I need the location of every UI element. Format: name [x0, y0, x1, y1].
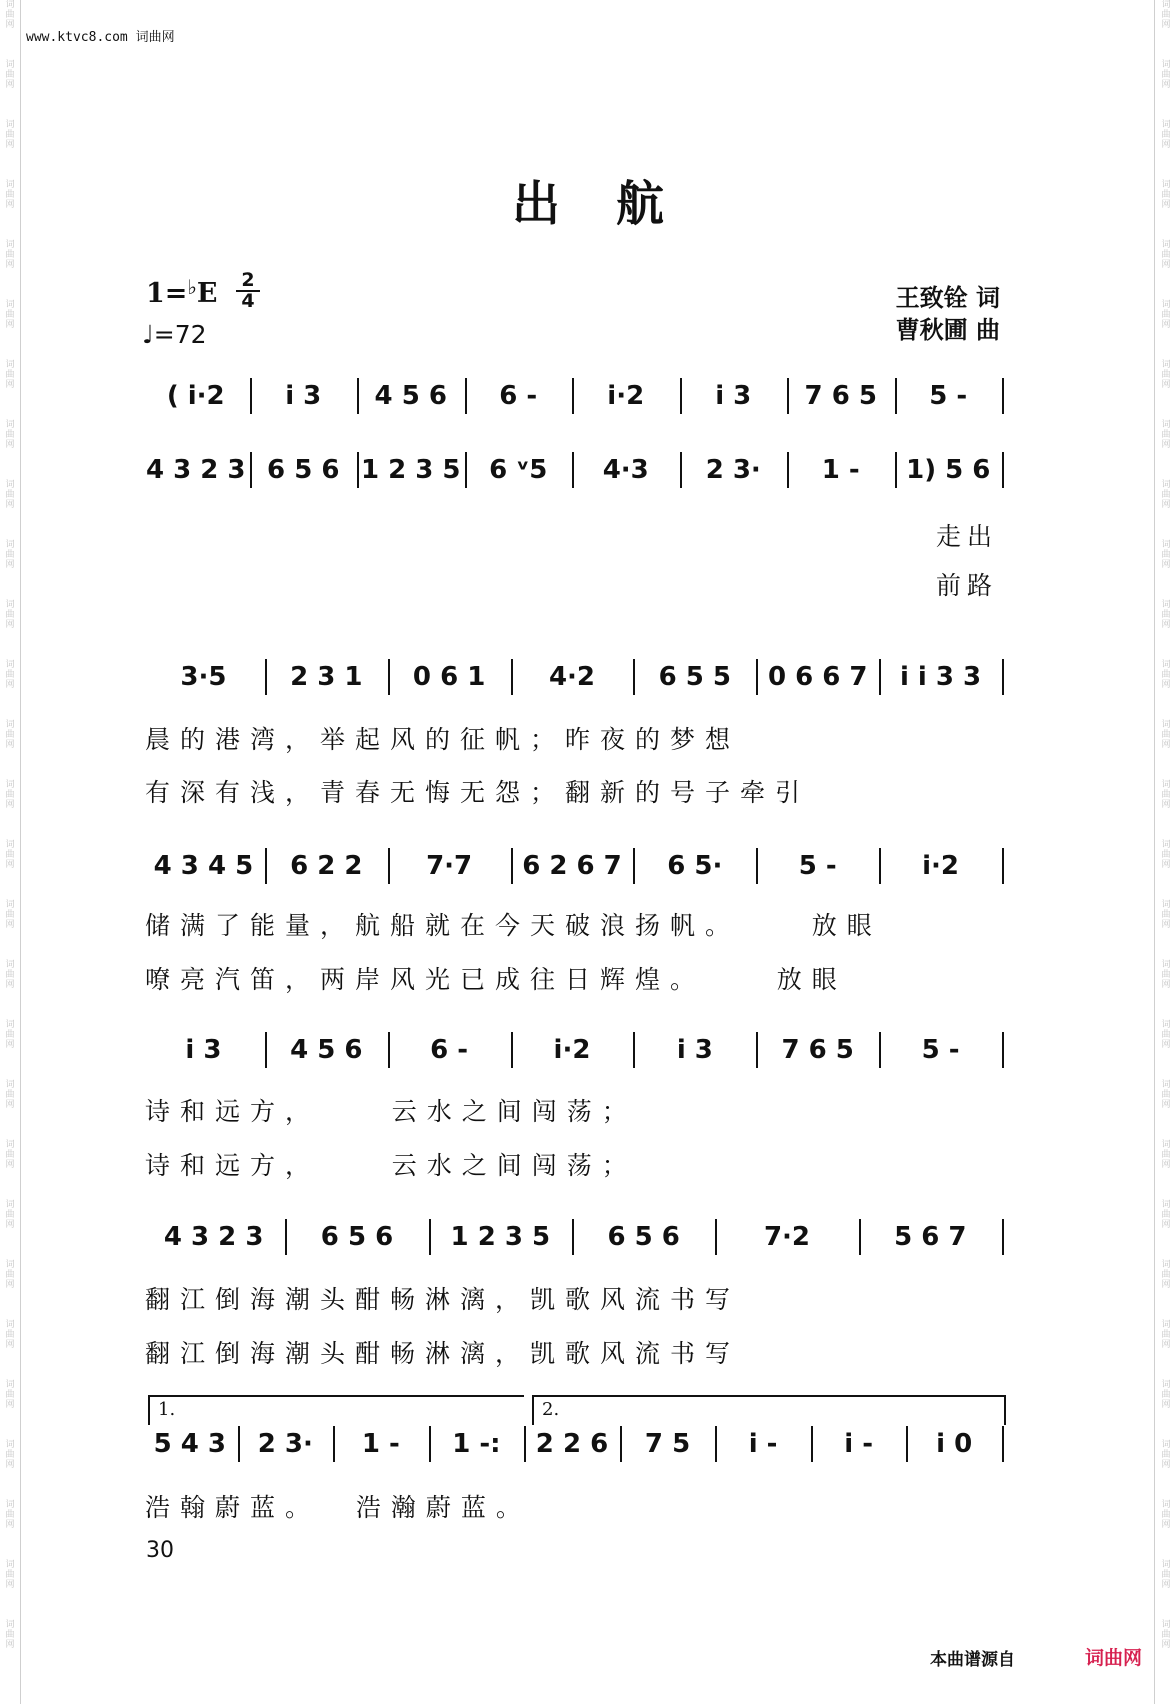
watermark-text: 词 曲 网	[5, 720, 15, 750]
measure: 4 5 6	[374, 381, 447, 411]
lyric-line: 储满了能量，航船就在今天破浪扬帆。 放眼	[145, 911, 882, 940]
measure: i 3	[715, 381, 752, 411]
measure: 2 3 1	[290, 662, 363, 692]
watermark-text: 词 曲 网	[1161, 720, 1171, 750]
notation-row-1	[145, 376, 1005, 416]
bar-line	[333, 1426, 335, 1462]
key-signature: 1=♭E	[146, 275, 218, 309]
bar-line	[250, 378, 252, 414]
measure: 6 -	[430, 1035, 469, 1065]
bar-line	[715, 1219, 717, 1255]
bar-line	[906, 1426, 908, 1462]
watermark-text: 词 曲 网	[5, 1200, 15, 1230]
measure: i 3	[285, 381, 322, 411]
bar-line	[633, 1032, 635, 1068]
notation-row-4	[145, 846, 1005, 886]
lyric-line: 嘹亮汽笛，两岸风光已成往日辉煌。 放眼	[145, 965, 847, 994]
bar-line	[1002, 1032, 1004, 1068]
measure: 7 6 5	[781, 1035, 854, 1065]
watermark-text: 词 曲 网	[5, 960, 15, 990]
measure: 4 5 6	[290, 1035, 363, 1065]
bar-line	[357, 378, 359, 414]
bar-line	[680, 378, 682, 414]
notation-row-7	[145, 1424, 1005, 1464]
watermark-text: 词 曲 网	[5, 1020, 15, 1050]
lyric-line: 翻江倒海潮头酣畅淋漓，凯歌风流书写	[145, 1285, 741, 1314]
measure: 6 -	[499, 381, 538, 411]
measure: 7 5	[644, 1429, 691, 1459]
lyric-line: 有深有浅，青春无悔无怨；翻新的号子牵引	[145, 778, 811, 807]
composer: 曹秋圃 曲	[895, 316, 1000, 344]
measure: 2 2 6	[535, 1429, 609, 1459]
watermark-text: 词 曲 网	[1161, 960, 1171, 990]
watermark-text: 词 曲 网	[5, 1380, 15, 1410]
bar-line	[511, 1032, 513, 1068]
watermark-text: 词 曲 网	[5, 0, 15, 30]
watermark-text: 词 曲 网	[5, 1080, 15, 1110]
measure: 5 -	[929, 381, 968, 411]
bar-line	[285, 1219, 287, 1255]
watermark-text: 词 曲 网	[1161, 1560, 1171, 1590]
measure: 5 4 3	[153, 1429, 226, 1459]
watermark-text: 词 曲 网	[5, 480, 15, 510]
bar-line	[572, 452, 574, 488]
measure: 1 -	[821, 455, 860, 485]
bar-line	[265, 848, 267, 884]
bar-line	[787, 378, 789, 414]
watermark-text: 词 曲 网	[5, 1440, 15, 1470]
watermark-text: 词 曲 网	[5, 120, 15, 150]
measure: 0 6 1	[412, 662, 486, 692]
lyric-line: 翻江倒海潮头酣畅淋漓，凯歌风流书写	[145, 1339, 741, 1368]
site-logo: 词曲网	[1085, 1647, 1143, 1669]
watermark-text: 词 曲 网	[5, 1320, 15, 1350]
watermark-text: 词 曲 网	[1161, 480, 1171, 510]
measure: i·2	[922, 851, 959, 881]
watermark-text: 词 曲 网	[1161, 360, 1171, 390]
watermark-text: 词 曲 网	[5, 1500, 15, 1530]
source-note: 本曲谱源自	[930, 1650, 1015, 1670]
bar-line	[1002, 1219, 1004, 1255]
measure: i·2	[553, 1035, 591, 1065]
measure: 5 -	[921, 1035, 960, 1065]
bar-line	[756, 848, 758, 884]
watermark-text: 词 曲 网	[1161, 1140, 1171, 1170]
watermark-text: 词 曲 网	[1161, 660, 1171, 690]
measure: 6 ᵛ5	[489, 455, 548, 485]
bar-line	[357, 452, 359, 488]
measure: 5 6 7	[894, 1222, 967, 1252]
measure: 5 -	[798, 851, 837, 881]
watermark-text: 词 曲 网	[5, 240, 15, 270]
lyricist: 王致铨 词	[895, 284, 1000, 312]
measure: 1 -:	[452, 1429, 501, 1459]
notation-row-6	[145, 1217, 1005, 1257]
measure: 4·2	[548, 662, 596, 692]
credits	[896, 282, 1000, 346]
bar-line	[620, 1426, 622, 1462]
bar-line	[388, 848, 390, 884]
bar-line	[859, 1219, 861, 1255]
right-watermark	[1158, 0, 1174, 1704]
bar-line	[756, 659, 758, 695]
watermark-text: 词 曲 网	[1161, 540, 1171, 570]
watermark-text: 词 曲 网	[1161, 1440, 1171, 1470]
bar-line	[879, 659, 881, 695]
volta-first-ending: 1.	[148, 1395, 524, 1425]
watermark-text: 词 曲 网	[5, 660, 15, 690]
volta-second-ending: 2.	[532, 1395, 1006, 1425]
bar-line	[511, 848, 513, 884]
measure: 0 6 6 7	[767, 662, 868, 692]
bar-line	[756, 1032, 758, 1068]
bar-line	[524, 1426, 526, 1462]
watermark-text: 词 曲 网	[1161, 300, 1171, 330]
measure: 4 3 2 3	[145, 455, 246, 485]
bar-line	[388, 1032, 390, 1068]
watermark-text: 词 曲 网	[5, 1560, 15, 1590]
measure: 4 3 4 5	[153, 851, 254, 881]
bar-line	[1002, 848, 1004, 884]
measure: 7·2	[763, 1222, 811, 1252]
watermark-text: 词 曲 网	[5, 840, 15, 870]
bar-line	[787, 452, 789, 488]
measure: 2 3·	[705, 455, 761, 485]
bar-line	[465, 452, 467, 488]
bar-line	[680, 452, 682, 488]
measure: i 3	[185, 1035, 222, 1065]
measure: i·2	[607, 381, 645, 411]
bar-line	[238, 1426, 240, 1462]
watermark-text: 词 曲 网	[1161, 1080, 1171, 1110]
watermark-text: 词 曲 网	[5, 1140, 15, 1170]
watermark-text: 词 曲 网	[1161, 420, 1171, 450]
bar-line	[429, 1426, 431, 1462]
watermark-text: 词 曲 网	[1161, 1020, 1171, 1050]
time-signature: 2 4	[236, 272, 260, 310]
bar-line	[572, 378, 574, 414]
watermark-text: 词 曲 网	[5, 540, 15, 570]
measure: 1 -	[361, 1429, 400, 1459]
measure: i -	[844, 1429, 874, 1459]
notation-row-2	[145, 450, 1005, 490]
page-number: 30	[146, 1538, 174, 1563]
lyric-line: 诗和远方， 云水之间闯荡；	[145, 1097, 637, 1126]
watermark-text: 词 曲 网	[5, 900, 15, 930]
notation-row-3	[145, 657, 1005, 697]
watermark-text: 词 曲 网	[5, 1620, 15, 1650]
watermark-text: 词 曲 网	[5, 1260, 15, 1290]
tempo-marking: ♩=72	[142, 320, 207, 349]
lyric-line: 浩翰蔚蓝。 浩瀚蔚蓝。	[145, 1493, 531, 1522]
bar-line	[879, 1032, 881, 1068]
song-title: 出航	[511, 176, 720, 232]
watermark-text: 词 曲 网	[1161, 180, 1171, 210]
bar-line	[429, 1219, 431, 1255]
watermark-text: 词 曲 网	[1161, 840, 1171, 870]
measure: i -	[748, 1429, 778, 1459]
measure: 6 5·	[667, 851, 723, 881]
measure: 7·7	[426, 851, 473, 881]
bar-line	[465, 378, 467, 414]
measure: 6 5 6	[267, 455, 340, 485]
bar-line	[265, 1032, 267, 1068]
watermark-text: 词 曲 网	[1161, 120, 1171, 150]
measure: i 0	[936, 1429, 973, 1459]
bar-line	[895, 378, 897, 414]
bar-line	[572, 1219, 574, 1255]
bar-line	[1002, 659, 1004, 695]
bar-line	[633, 659, 635, 695]
measure: 6 2 6 7	[522, 851, 622, 881]
measure: 6 5 6	[320, 1222, 394, 1252]
watermark-text: 词 曲 网	[5, 420, 15, 450]
measure: 1 2 3 5	[450, 1222, 551, 1252]
watermark-text: 词 曲 网	[1161, 1380, 1171, 1410]
lyric-line: 诗和远方， 云水之间闯荡；	[145, 1151, 637, 1180]
measure: 4 3 2 3	[163, 1222, 264, 1252]
watermark-text: 词 曲 网	[1161, 900, 1171, 930]
measure: 2 3·	[257, 1429, 313, 1459]
bar-line	[895, 452, 897, 488]
bar-line	[250, 452, 252, 488]
watermark-text: 词 曲 网	[5, 300, 15, 330]
watermark-text: 词 曲 网	[1161, 600, 1171, 630]
site-url: www.ktvc8.com 词曲网	[26, 30, 175, 45]
notation-row-5	[145, 1030, 1005, 1070]
measure: ( i·2	[166, 381, 225, 411]
watermark-text: 词 曲 网	[1161, 1260, 1171, 1290]
watermark-text: 词 曲 网	[1161, 240, 1171, 270]
watermark-text: 词 曲 网	[5, 180, 15, 210]
watermark-text: 词 曲 网	[1161, 1200, 1171, 1230]
watermark-text: 词 曲 网	[1161, 60, 1171, 90]
measure: i 3	[676, 1035, 713, 1065]
measure: i i 3 3	[899, 662, 982, 692]
watermark-text: 词 曲 网	[5, 60, 15, 90]
measure: 1) 5 6	[906, 455, 991, 485]
pickup-lyric-1: 走出	[936, 522, 999, 551]
measure: 1 2 3 5	[360, 455, 461, 485]
bar-line	[633, 848, 635, 884]
measure: 6 2 2	[290, 851, 363, 881]
bar-line	[879, 848, 881, 884]
bar-line	[811, 1426, 813, 1462]
left-watermark	[2, 0, 18, 1704]
bar-line	[511, 659, 513, 695]
bar-line	[265, 659, 267, 695]
pickup-lyric-2: 前路	[936, 571, 999, 600]
measure: 3·5	[180, 662, 227, 692]
bar-line	[1002, 378, 1004, 414]
bar-line	[1002, 1426, 1004, 1462]
watermark-text: 词 曲 网	[1161, 0, 1171, 30]
watermark-text: 词 曲 网	[5, 780, 15, 810]
watermark-text: 词 曲 网	[5, 360, 15, 390]
bar-line	[388, 659, 390, 695]
watermark-text: 词 曲 网	[1161, 1620, 1171, 1650]
measure: 4·3	[602, 455, 649, 485]
flat-sign: ♭	[187, 275, 197, 299]
measure: 7 6 5	[804, 381, 877, 411]
watermark-text: 词 曲 网	[1161, 1500, 1171, 1530]
lyric-line: 晨的港湾，举起风的征帆；昨夜的梦想	[145, 725, 741, 754]
left-border	[20, 0, 21, 1704]
bar-line	[715, 1426, 717, 1462]
watermark-text: 词 曲 网	[1161, 780, 1171, 810]
right-border	[1154, 0, 1155, 1704]
measure: 6 5 6	[607, 1222, 680, 1252]
bar-line	[1002, 452, 1004, 488]
measure: 6 5 5	[658, 662, 732, 692]
watermark-text: 词 曲 网	[1161, 1320, 1171, 1350]
watermark-text: 词 曲 网	[5, 600, 15, 630]
